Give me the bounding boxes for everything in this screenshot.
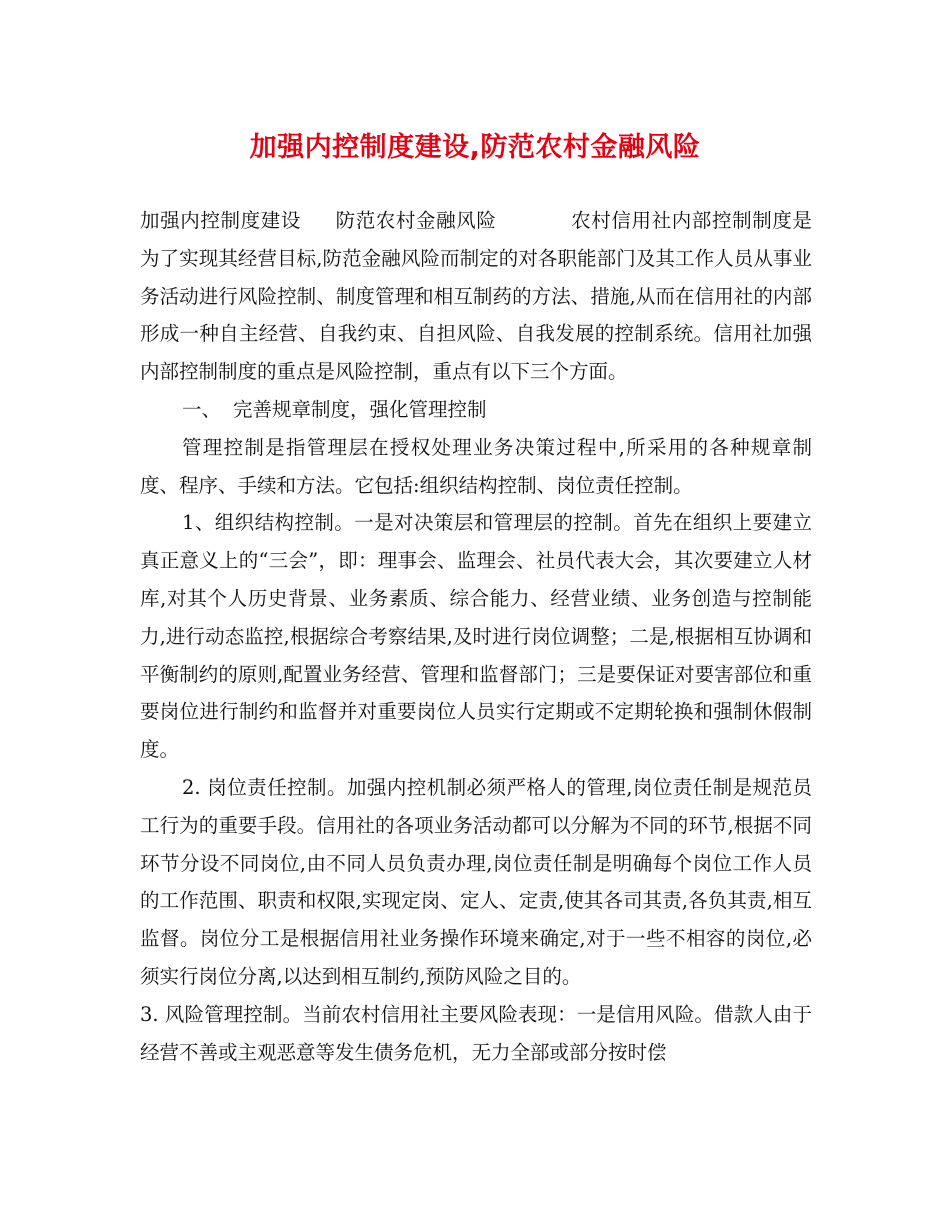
document-title: 加强内控制度建设,防范农村金融风险 xyxy=(249,132,701,163)
intro-text: 农村信用社内部控制制度是为了实现其经营目标,防范金融风险而制定的对各职能部门及其工作人员从事业务活动进行风险控制、制度管理和相互制药的方法、措施,从而在信用社的内部形成一种自主经营、自我约束、自担风险、自我发展的控制系统。信用社加强内部控制制度的重点是风险控制，重点有以下三个方面。 xyxy=(140,209,812,384)
section-title: 完善规章制度，强化管理控制 xyxy=(233,397,487,421)
document-body xyxy=(140,202,812,1071)
intro-heading-part1: 加强内控制度建设 xyxy=(140,209,301,232)
intro-paragraph xyxy=(140,202,812,391)
paragraph-risk-management: 3. 风险管理控制。当前农村信用社主要风险表现：一是信用风险。借款人由于经营不善或主观恶意等发生债务危机，无力全部或部分按时偿 xyxy=(140,1002,812,1064)
paragraph-management-control: 管理控制是指管理层在授权处理业务决策过程中,所采用的各种规章制度、程序、手续和方法。它包括:组织结构控制、岗位责任控制。 xyxy=(140,435,812,497)
intro-heading-part2: 防范农村金融风险 xyxy=(334,209,497,232)
paragraph-post-responsibility: 2. 岗位责任控制。加强内控机制必须严格人的管理,岗位责任制是规范员工行为的重要手段。信用社的各项业务活动都可以分解为不同的环节,根据不同环节分设不同岗位,由不同人员负责办理,岗位责任制是明确每个岗位工作人员的工作范围、职责和权限,实现定岗、定人、定责,使其各司其责,各负其责,相互监督。岗位分工是根据信用社业务操作环境来确定,对于一些不相容的岗位,必须实行岗位分离,以达到相互制约,预防风险之目的。 xyxy=(140,775,812,988)
section-heading-1 xyxy=(140,391,812,429)
paragraph-organization-control: 1、组织结构控制。一是对决策层和管理层的控制。首先在组织上要建立真正意义上的“三会”，即：理事会、监理会、社员代表大会，其次要建立人材库,对其个人历史背景、业务素质、综合能力、经营业绩、业务创造与控制能力,进行动态监控,根据综合考察结果,及时进行岗位调整；二是,根据相互协调和平衡制约的原则,配置业务经营、管理和监督部门；三是要保证对要害部位和重要岗位进行制约和监督并对重要岗位人员实行定期或不定期轮换和强制休假制度。 xyxy=(140,511,812,762)
section-number: 一、 xyxy=(182,397,222,421)
